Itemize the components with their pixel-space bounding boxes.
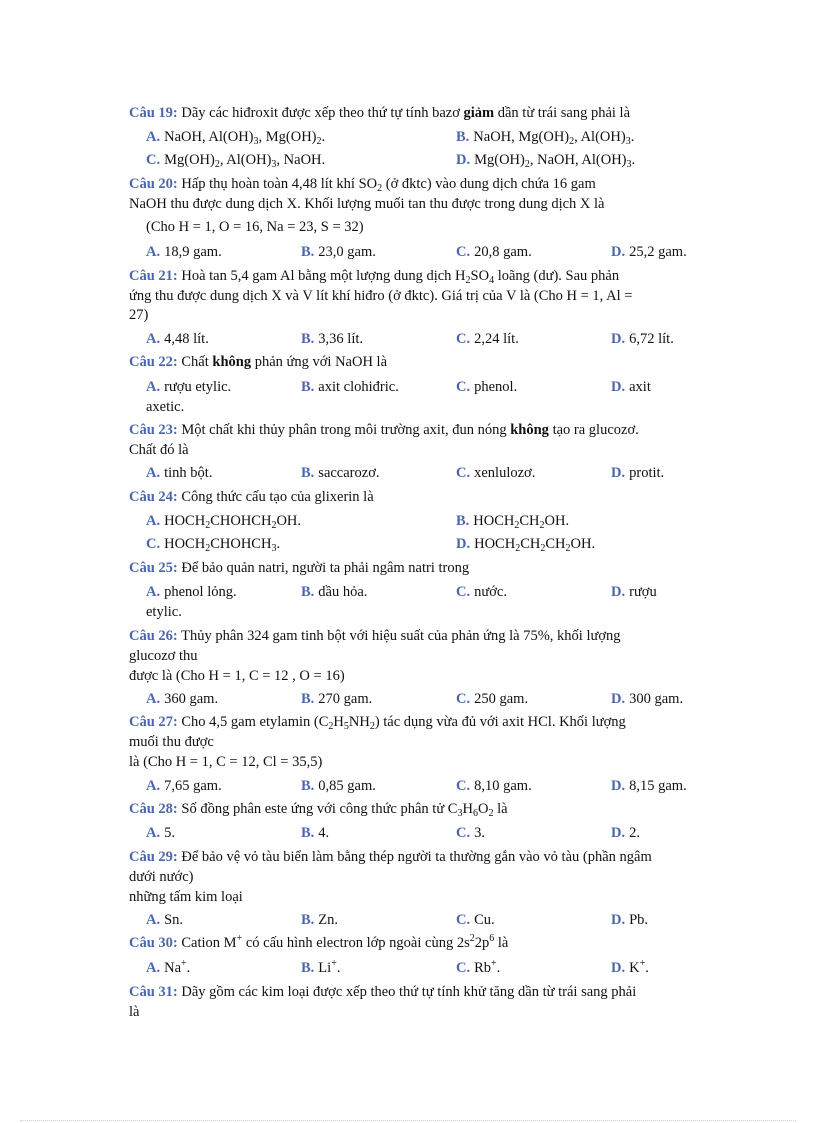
question-28: Câu 28: Số đồng phân este ứng với công thức phân tử $C_3H_6O_2$ là bbox=[129, 801, 508, 819]
option-a: A. tinh bột. bbox=[146, 465, 213, 481]
option-c: C. xenlulozơ. bbox=[456, 465, 536, 481]
option-d: D. 2. bbox=[611, 825, 640, 841]
option-d: D. Pb. bbox=[611, 912, 649, 928]
question-31: Câu 31: Dãy gồm các kim loại được xếp theo thứ tự tính khử tăng dần từ trái sang phải bbox=[129, 984, 637, 1000]
question-label: Câu 25: bbox=[129, 560, 178, 576]
option-b: B. dầu hỏa. bbox=[301, 584, 368, 600]
option-a: A. phenol lỏng. bbox=[146, 584, 237, 600]
option-d: D. K+. bbox=[611, 958, 649, 976]
question-label: Câu 21: bbox=[129, 268, 178, 284]
option-d: D. protit. bbox=[611, 465, 665, 481]
option-a: A. rượu etylic. bbox=[146, 379, 232, 395]
option-c: C. 20,8 gam. bbox=[456, 244, 532, 260]
option-a: A. 7,65 gam. bbox=[146, 778, 222, 794]
option-a: A. Sn. bbox=[146, 912, 184, 928]
option-c: C. Cu. bbox=[456, 912, 495, 928]
option-d: D. 8,15 gam. bbox=[611, 778, 687, 794]
option-a: A. $HOCH_2CHOHCH_2OH$. bbox=[146, 513, 302, 531]
question-25: Câu 25: Để bảo quản natri, người ta phải ngâm natri trong bbox=[129, 560, 470, 576]
option-c: C. $HOCH_2CHOHCH_3$. bbox=[146, 536, 281, 554]
question-19: Câu 19: Dãy các hiđroxit được xếp theo thứ tự tính bazơ giảm dần từ trái sang phải là bbox=[129, 105, 631, 121]
page-bottom-divider bbox=[20, 1120, 796, 1121]
question-20: Câu 20: Hấp thụ hoàn toàn 4,48 lít khí $SO_2$ (ở đktc) vào dung dịch chứa 16 gam bbox=[129, 176, 596, 194]
option-c: C. nước. bbox=[456, 584, 507, 600]
question-label: Câu 29: bbox=[129, 849, 178, 865]
question-30: Câu 30: Cation M+ có cấu hình electron lớp ngoài cùng $2s^22p^6$ là bbox=[129, 933, 509, 951]
option-b: B. NaOH, $Mg(OH)_2$, $Al(OH)_3$. bbox=[456, 129, 635, 147]
option-c: C. $Mg(OH)_2$, $Al(OH)_3$, NaOH. bbox=[146, 152, 326, 170]
option-c: C. phenol. bbox=[456, 379, 518, 395]
question-26: Câu 26: Thủy phân 324 gam tinh bột với hiệu suất của phản ứng là 75%, khối lượng bbox=[129, 628, 621, 644]
option-d: D. 25,2 gam. bbox=[611, 244, 687, 260]
question-label: Câu 22: bbox=[129, 354, 178, 370]
option-a: A. 4,48 lít. bbox=[146, 331, 209, 347]
option-c: C. 3. bbox=[456, 825, 485, 841]
option-a: A. 18,9 gam. bbox=[146, 244, 222, 260]
question-label: Câu 30: bbox=[129, 935, 178, 951]
option-b: B. saccarozơ. bbox=[301, 465, 380, 481]
question-22: Câu 22: Chất không phản ứng với NaOH là bbox=[129, 354, 388, 370]
option-a: A. NaOH, $Al(OH)_3$, $Mg(OH)_2$. bbox=[146, 129, 326, 147]
option-d: D. $HOCH_2CH_2CH_2OH$. bbox=[456, 536, 596, 554]
option-b: B. 23,0 gam. bbox=[301, 244, 376, 260]
question-27: Câu 27: Cho 4,5 gam etylamin $(C_2H_5NH_2)$ tác dụng vừa đủ với axit HCl. Khối lượng bbox=[129, 714, 626, 732]
option-b: B. 0,85 gam. bbox=[301, 778, 376, 794]
option-d: D. $Mg(OH)_2$, NaOH, $Al(OH)_3$. bbox=[456, 152, 636, 170]
option-a: A. Na+. bbox=[146, 958, 191, 976]
question-label: Câu 19: bbox=[129, 105, 178, 121]
question-23: Câu 23: Một chất khi thủy phân trong môi trường axit, đun nóng không tạo ra glucozơ. bbox=[129, 422, 639, 438]
option-b: B. 4. bbox=[301, 825, 330, 841]
option-b: B. Zn. bbox=[301, 912, 339, 928]
question-label: Câu 27: bbox=[129, 714, 178, 730]
option-b: B. Li+. bbox=[301, 958, 341, 976]
question-29: Câu 29: Để bảo vệ vỏ tàu biển làm bằng thép người ta thường gắn vào vỏ tàu (phần ngâm bbox=[129, 849, 652, 865]
option-b: B. 270 gam. bbox=[301, 691, 373, 707]
option-b: B. axit clohiđric. bbox=[301, 379, 399, 395]
option-b: B. $HOCH_2CH_2OH$. bbox=[456, 513, 570, 531]
document-page: Câu 19: Dãy các hiđroxit được xếp theo thứ tự tính bazơ giảm dần từ trái sang phải là A. NaOH, $Al(OH)_3$, $Mg(OH)_2$. B. NaOH, $Mg(OH)_2$, $Al(OH)_3$. C. $Mg(OH)_2$, $Al(OH)_3$, NaOH. D. $Mg(OH)_2$, NaOH, $Al(OH)_3$. Câu 20: Hấp thụ hoàn toàn 4,48 lít khí $SO_2$ (ở đktc) vào dung dịch chứa 16 gam NaOH thu được dung dịch X. Khối lượng muối tan thu được trong dung dịch X là (Cho H = 1, O = 16, Na = 23, S = 32) A. 18,9 gam. B. 23,0 gam. C. 20,8 gam. D. 25,2 gam. Câu 21: Hoà tan 5,4 gam Al bằng một lượng dung dịch $H_2SO_4$ loãng (dư). Sau phản ứng thu được dung dịch X và V lít khí hiđro (ở đktc). Giá trị của V là (Cho H = 1, Al = 27) A. 4,48 lít. B. 3,36 lít. C. 2,24 lít. D. 6,72 lít. Câu 22: Chất không phản ứng với NaOH là A. rượu etylic. B. axit clohiđric. C. phenol. D. axit axetic. Câu 23: Một chất khi thủy phân trong môi trường axit, đun nóng không tạo ra glucozơ. Chất đó là A. tinh bột. B. saccarozơ. C. xenlulozơ. D. protit. Câu 24: Công thức cấu tạo của glixerin là A. $HOCH_2CHOHCH_2OH$. B. $HOCH_2CH_2OH$. C. $HOCH_2CHOHCH_3$. D. $HOCH_2CH_2CH_2OH$. Câu 25: Để bảo quản natri, người ta phải ngâm natri trong A. phenol lỏng. B. dầu hỏa. C. nước. D. rượu etylic. Câu 26: Thủy phân 324 gam tinh bột với hiệu suất của phản ứng là 75%, khối lượng glucozơ thu được là (Cho H = 1, C = 12 , O = 16) A. 360 gam. B. 270 gam. C. 250 gam. D. 300 gam. Câu 27: Cho 4,5 gam etylamin $(C_2H_5NH_2)$ tác dụng vừa đủ với axit HCl. Khối lượng muối thu được là (Cho H = 1, C = 12, Cl = 35,5) A. 7,65 gam. B. 0,85 gam. C. 8,10 gam. D. 8,15 gam. Câu 28: Số đồng phân este ứng với công thức phân tử $C_3H_6O_2$ là A. 5. B. 4. C. 3. D. 2. Câu 29: Để bảo vệ vỏ tàu biển làm bằng thép người ta thường gắn vào vỏ tàu (phần ngâm dưới nước) những tấm kim loại A. Sn. B. Zn. C. Cu. D. Pb. Câu 30: Cation M+ có cấu hình electron lớp ngoài cùng $2s^22p^6$ là A. Na+. B. Li+. C. Rb+. D. K+. Câu 31: Dãy gồm các kim loại được xếp theo thứ tự tính khử tăng dần từ trái sang phải là bbox=[0, 0, 816, 1123]
option-c: C. Rb+. bbox=[456, 958, 501, 976]
question-label: Câu 24: bbox=[129, 489, 178, 505]
question-label: Câu 23: bbox=[129, 422, 178, 438]
question-label: Câu 26: bbox=[129, 628, 178, 644]
option-d: D. 6,72 lít. bbox=[611, 331, 674, 347]
option-b: B. 3,36 lít. bbox=[301, 331, 364, 347]
option-c: C. 250 gam. bbox=[456, 691, 529, 707]
option-c: C. 2,24 lít. bbox=[456, 331, 519, 347]
option-a: A. 5. bbox=[146, 825, 175, 841]
option-a: A. 360 gam. bbox=[146, 691, 219, 707]
question-label: Câu 31: bbox=[129, 984, 178, 1000]
question-24: Câu 24: Công thức cấu tạo của glixerin là bbox=[129, 489, 374, 505]
question-label: Câu 28: bbox=[129, 801, 178, 817]
option-d: D. axit bbox=[611, 379, 651, 395]
question-21: Câu 21: Hoà tan 5,4 gam Al bằng một lượng dung dịch $H_2SO_4$ loãng (dư). Sau phản bbox=[129, 268, 620, 286]
question-label: Câu 20: bbox=[129, 176, 178, 192]
option-c: C. 8,10 gam. bbox=[456, 778, 532, 794]
option-d: D. 300 gam. bbox=[611, 691, 684, 707]
option-d: D. rượu bbox=[611, 584, 657, 600]
